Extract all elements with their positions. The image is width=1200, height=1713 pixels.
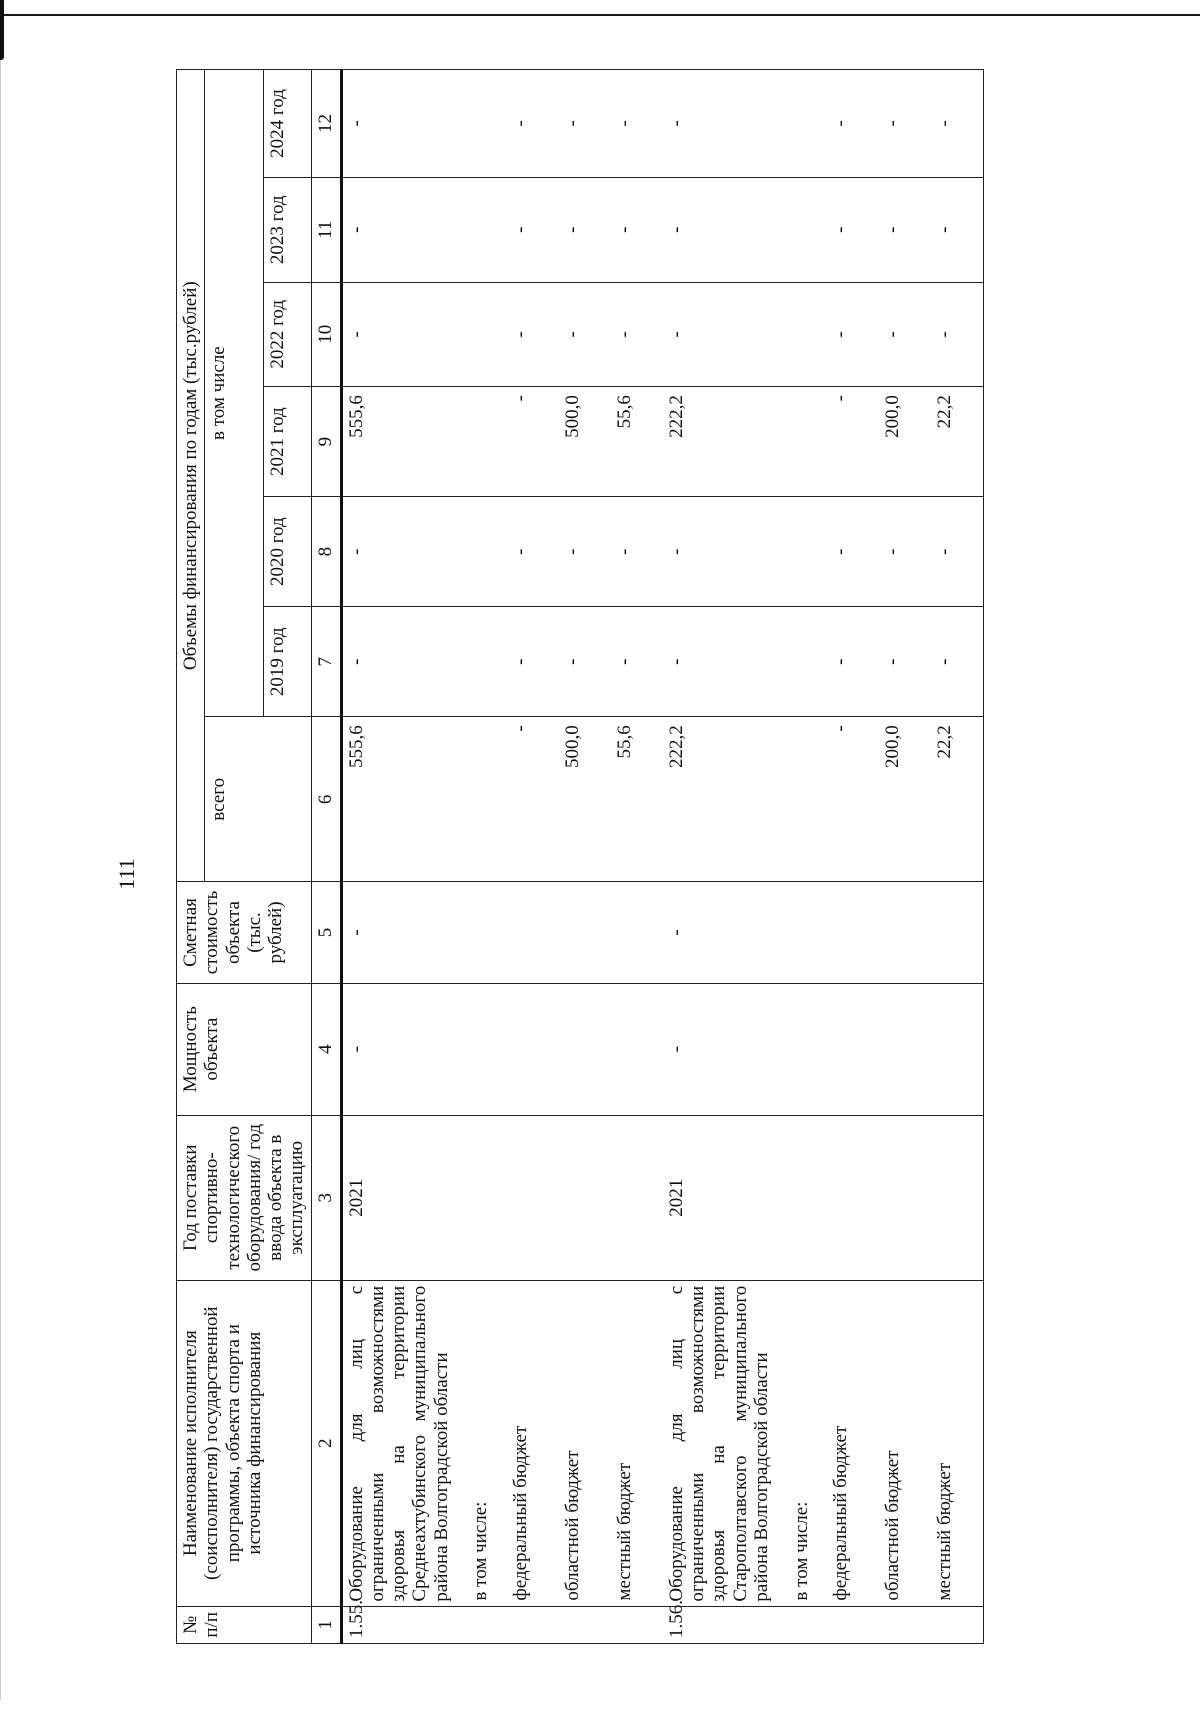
row-2024: - — [341, 70, 455, 178]
table-row-source — [611, 70, 663, 1644]
row-2022: - — [931, 282, 984, 387]
col-number: 1 — [311, 1606, 341, 1643]
row-power: - — [663, 983, 775, 1115]
page-number: 111 — [114, 858, 139, 890]
row-2024: - — [559, 70, 611, 178]
col-header-name: Наименование исполнителя (соисполнителя) государственной программы, объекта спорта и источника финансирования — [177, 1280, 312, 1606]
col-header-2020: 2020 год — [263, 497, 311, 607]
col-header-num: № п/п — [177, 1606, 312, 1643]
row-2021: - — [827, 387, 879, 497]
row-cost: - — [663, 882, 775, 983]
col-header-total: всего — [205, 717, 311, 882]
margin-line — [0, 60, 1, 1700]
row-2024: - — [931, 70, 984, 178]
row-2022: - — [341, 282, 455, 387]
col-number: 12 — [311, 70, 341, 178]
row-total: 222,2 — [663, 717, 775, 882]
row-object-name: Оборудование для лиц с ограниченными возможностями здоровья на территории Среднеахтубинского муниципального района Волгоградской области — [341, 1280, 455, 1606]
row-2021: 55,6 — [611, 387, 663, 497]
row-2024: - — [507, 70, 559, 178]
row-2023: - — [879, 177, 931, 282]
row-label: областной бюджет — [879, 1280, 931, 1606]
row-year: 2021 — [663, 1115, 775, 1280]
row-2019: - — [827, 607, 879, 717]
col-number: 10 — [311, 282, 341, 387]
col-number: 11 — [311, 177, 341, 282]
row-2019: - — [507, 607, 559, 717]
row-2019: - — [341, 607, 455, 717]
row-2022: - — [559, 282, 611, 387]
row-label: федеральный бюджет — [507, 1280, 559, 1606]
row-2024: - — [879, 70, 931, 178]
row-total: 555,6 — [341, 717, 455, 882]
table-row-source — [827, 70, 879, 1644]
col-header-2023: 2023 год — [263, 177, 311, 282]
table-row-source — [559, 70, 611, 1644]
col-header-2024: 2024 год — [263, 70, 311, 178]
row-2023: - — [663, 177, 775, 282]
col-number: 4 — [311, 983, 341, 1115]
top-rule — [0, 14, 1200, 16]
column-number-row — [311, 70, 341, 1644]
col-header-power: Мощность объекта — [177, 983, 312, 1115]
row-object-name: Оборудование для лиц с ограниченными возможностями здоровья на территории Старополтавского муниципального района Волгоградской области — [663, 1280, 775, 1606]
row-index: 1.55. — [341, 1606, 455, 1643]
row-2020: - — [341, 497, 455, 607]
row-total: 55,6 — [611, 717, 663, 882]
row-index: 1.56. — [663, 1606, 775, 1643]
row-2023: - — [827, 177, 879, 282]
row-power: - — [341, 983, 455, 1115]
row-2023: - — [559, 177, 611, 282]
row-2019: - — [559, 607, 611, 717]
row-2024: - — [663, 70, 775, 178]
row-2019: - — [931, 607, 984, 717]
rotated-document-sheet — [176, 69, 1046, 1644]
row-2021: 500,0 — [559, 387, 611, 497]
table-row-source — [931, 70, 984, 1644]
row-year: 2021 — [341, 1115, 455, 1280]
col-header-2022: 2022 год — [263, 282, 311, 387]
row-2019: - — [879, 607, 931, 717]
row-2023: - — [341, 177, 455, 282]
col-header-including: в том числе — [205, 70, 263, 717]
row-total: 22,2 — [931, 717, 984, 882]
row-2019: - — [611, 607, 663, 717]
row-2020: - — [559, 497, 611, 607]
table-row-source — [507, 70, 559, 1644]
row-2021: - — [507, 387, 559, 497]
row-2019: - — [663, 607, 775, 717]
row-2020: - — [879, 497, 931, 607]
row-2022: - — [611, 282, 663, 387]
row-label: в том числе: — [455, 1280, 507, 1606]
row-2023: - — [507, 177, 559, 282]
row-cost: - — [341, 882, 455, 983]
row-2020: - — [827, 497, 879, 607]
row-2022: - — [879, 282, 931, 387]
table-row-item — [663, 70, 775, 1644]
table-row-subheading — [455, 70, 507, 1644]
col-header-cost: Сметная стоимость объекта (тыс. рублей) — [177, 882, 312, 983]
table-row-subheading — [775, 70, 827, 1644]
row-label: местный бюджет — [931, 1280, 984, 1606]
binding-mark — [0, 0, 4, 60]
row-total: - — [827, 717, 879, 882]
col-number: 8 — [311, 497, 341, 607]
col-number: 3 — [311, 1115, 341, 1280]
row-2021: 200,0 — [879, 387, 931, 497]
row-label: в том числе: — [775, 1280, 827, 1606]
row-2022: - — [663, 282, 775, 387]
row-2021: 22,2 — [931, 387, 984, 497]
row-label: местный бюджет — [611, 1280, 663, 1606]
row-2021: 555,6 — [341, 387, 455, 497]
row-total: 500,0 — [559, 717, 611, 882]
financing-table — [176, 69, 984, 1644]
table-row-source — [879, 70, 931, 1644]
col-number: 2 — [311, 1280, 341, 1606]
row-label: федеральный бюджет — [827, 1280, 879, 1606]
row-total: - — [507, 717, 559, 882]
col-header-financing-group: Объемы финансирования по годам (тыс.рублей) — [177, 70, 205, 882]
col-number: 6 — [311, 717, 341, 882]
row-2020: - — [611, 497, 663, 607]
row-total: 200,0 — [879, 717, 931, 882]
row-2020: - — [663, 497, 775, 607]
col-number: 5 — [311, 882, 341, 983]
table-row-item — [341, 70, 455, 1644]
col-header-2019: 2019 год — [263, 607, 311, 717]
row-2024: - — [827, 70, 879, 178]
col-number: 7 — [311, 607, 341, 717]
row-label: областной бюджет — [559, 1280, 611, 1606]
row-2023: - — [931, 177, 984, 282]
row-2020: - — [931, 497, 984, 607]
row-2023: - — [611, 177, 663, 282]
col-number: 9 — [311, 387, 341, 497]
row-2021: 222,2 — [663, 387, 775, 497]
col-header-year: Год поставки спортивно-технологического оборудования/ год ввода объекта в эксплуатацию — [177, 1115, 312, 1280]
row-2022: - — [507, 282, 559, 387]
col-header-2021: 2021 год — [263, 387, 311, 497]
row-2024: - — [611, 70, 663, 178]
row-2020: - — [507, 497, 559, 607]
row-2022: - — [827, 282, 879, 387]
